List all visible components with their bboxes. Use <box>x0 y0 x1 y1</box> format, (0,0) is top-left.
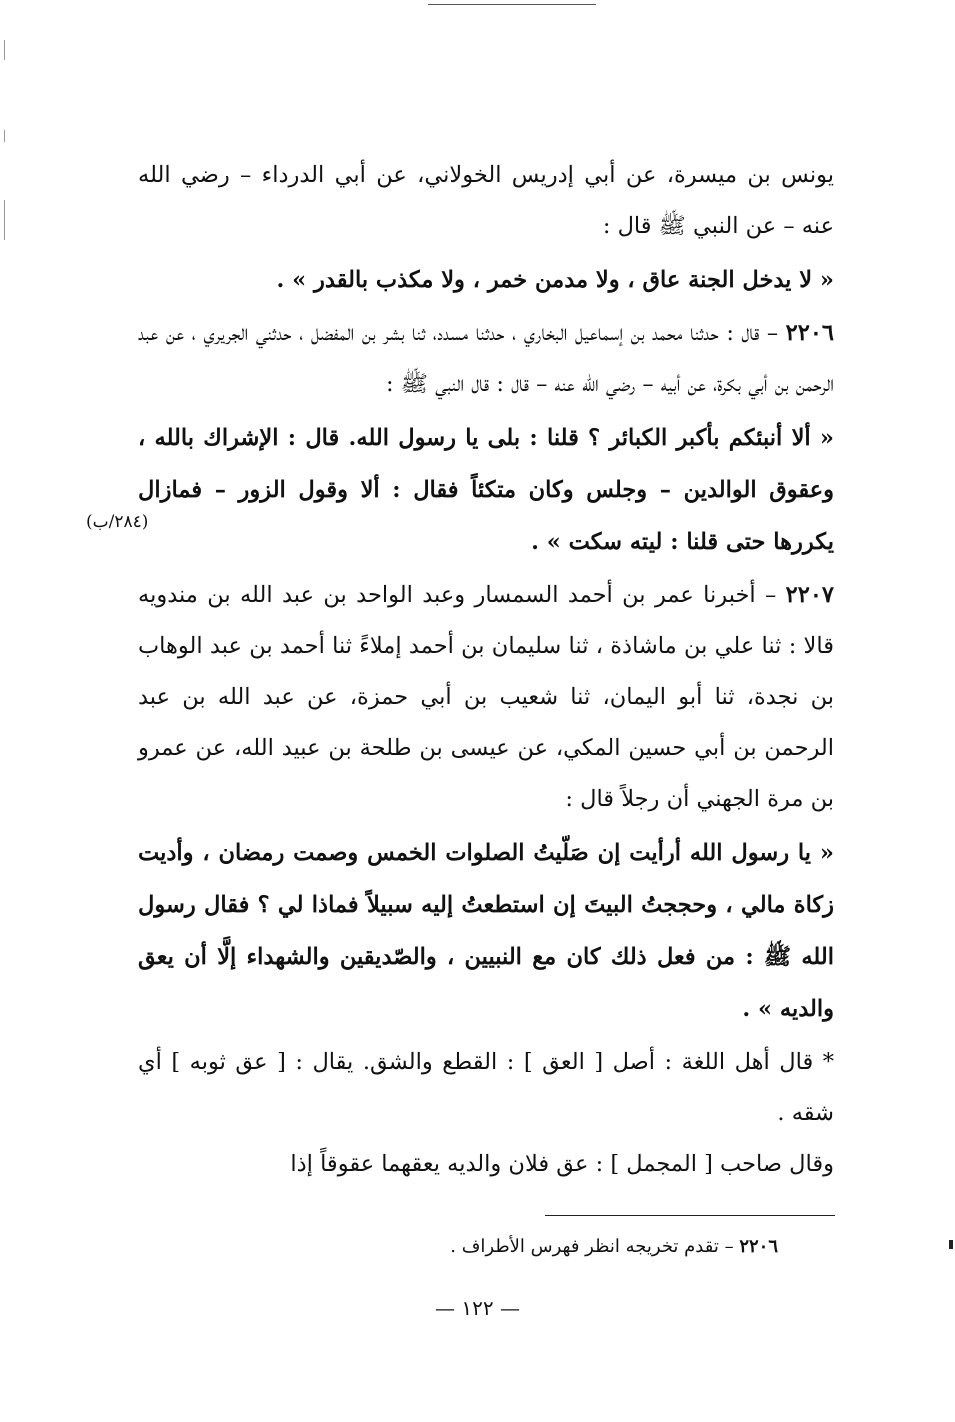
isnad-text: – أخبرنا عمر بن أحمد السمسار وعبد الواحد بن عبد الله بن مندويه قالا : ثنا علي بن ماشاذة ، ثنا سليمان بن أحمد إملاءً ثنا أحمد بن عبد الوهاب بن نجدة، ثنا أبو اليمان، ثنا شعيب بن أبي حمزة، عن عبد الله بن عبد الرحمن بن أبي حسين المكي، عن عيسى بن طلحة بن عبيد الله، عن عمرو بن مرة الجهني أن رجلاً قال : <box>138 582 834 812</box>
scan-edge-mark <box>4 40 5 60</box>
top-rule <box>428 4 596 5</box>
hadith-number: ٢٢٠٦ <box>785 320 834 346</box>
scan-edge-mark <box>4 200 5 240</box>
manuscript-folio-note: (٢٨٤/ب) <box>86 512 149 532</box>
hadith-text-2: « ألا أنبئكم بأكبر الكبائر ؟ قلنا : بلى يا رسول الله. قال : الإشراك بالله ، وعقوق الوالدين – وجلس وكان متكئاً فقال : ألا وقول الزور – فمازال يكررها حتى قلنا : ليته سكت » . <box>138 425 834 555</box>
paragraph-mujmal-note: وقال صاحب [ المجمل ] : عق فلان والديه يعقهما عقوقاً إذا <box>290 1151 834 1177</box>
paragraph-2207 <box>138 570 834 825</box>
hadith-text-3: « يا رسول الله أرأيت إن صَلّيتُ الصلوات الخمس وصمت رمضان ، وأديت زكاة مالي ، وحججتُ البيتَ إن استطعتُ إليه سبيلاً فماذا لي ؟ فقال رسول الله ﷺ : من فعل ذلك كان مع النبيين ، والصّديقين والشهداء إلَّا أن يعق والديه » . <box>138 840 834 1022</box>
paragraph-lexical-note: * قال أهل اللغة : أصل [ العق ] : القطع والشق. يقال : [ عق ثوبه ] أي شقه . <box>138 1049 834 1126</box>
footnote <box>138 1232 778 1262</box>
hadith-number: ٢٢٠٧ <box>785 582 834 608</box>
paragraph-2206 <box>138 308 834 410</box>
footnote-text: – تقدم تخريجه انظر فهرس الأطراف . <box>450 1236 740 1257</box>
isnad-text: – قال : حدثنا محمد بن إسماعيل البخاري ، حدثنا مسدد، ثنا بشر بن المفضل ، حدثني الجريري ، عن عبد الرحمن بن أبي بكرة، عن أبيه – رضي الله عنه – قال : قال النبي ﷺ : <box>138 320 834 397</box>
scan-edge-mark <box>4 130 5 142</box>
hadith-text-1: « لا يدخل الجنة عاق ، ولا مدمن خمر ، ولا مكذب بالقدر » . <box>276 267 834 293</box>
footnote-number: ٢٢٠٦ <box>739 1236 778 1257</box>
main-text <box>138 150 834 1190</box>
scan-dot <box>949 1240 953 1249</box>
footnote-rule <box>545 1215 835 1216</box>
paragraph-isnad-1: يونس بن ميسرة، عن أبي إدريس الخولاني، عن أبي الدرداء – رضي الله عنه – عن النبي ﷺ قال : <box>138 162 834 239</box>
page-number: — ١٢٢ — <box>435 1296 520 1320</box>
